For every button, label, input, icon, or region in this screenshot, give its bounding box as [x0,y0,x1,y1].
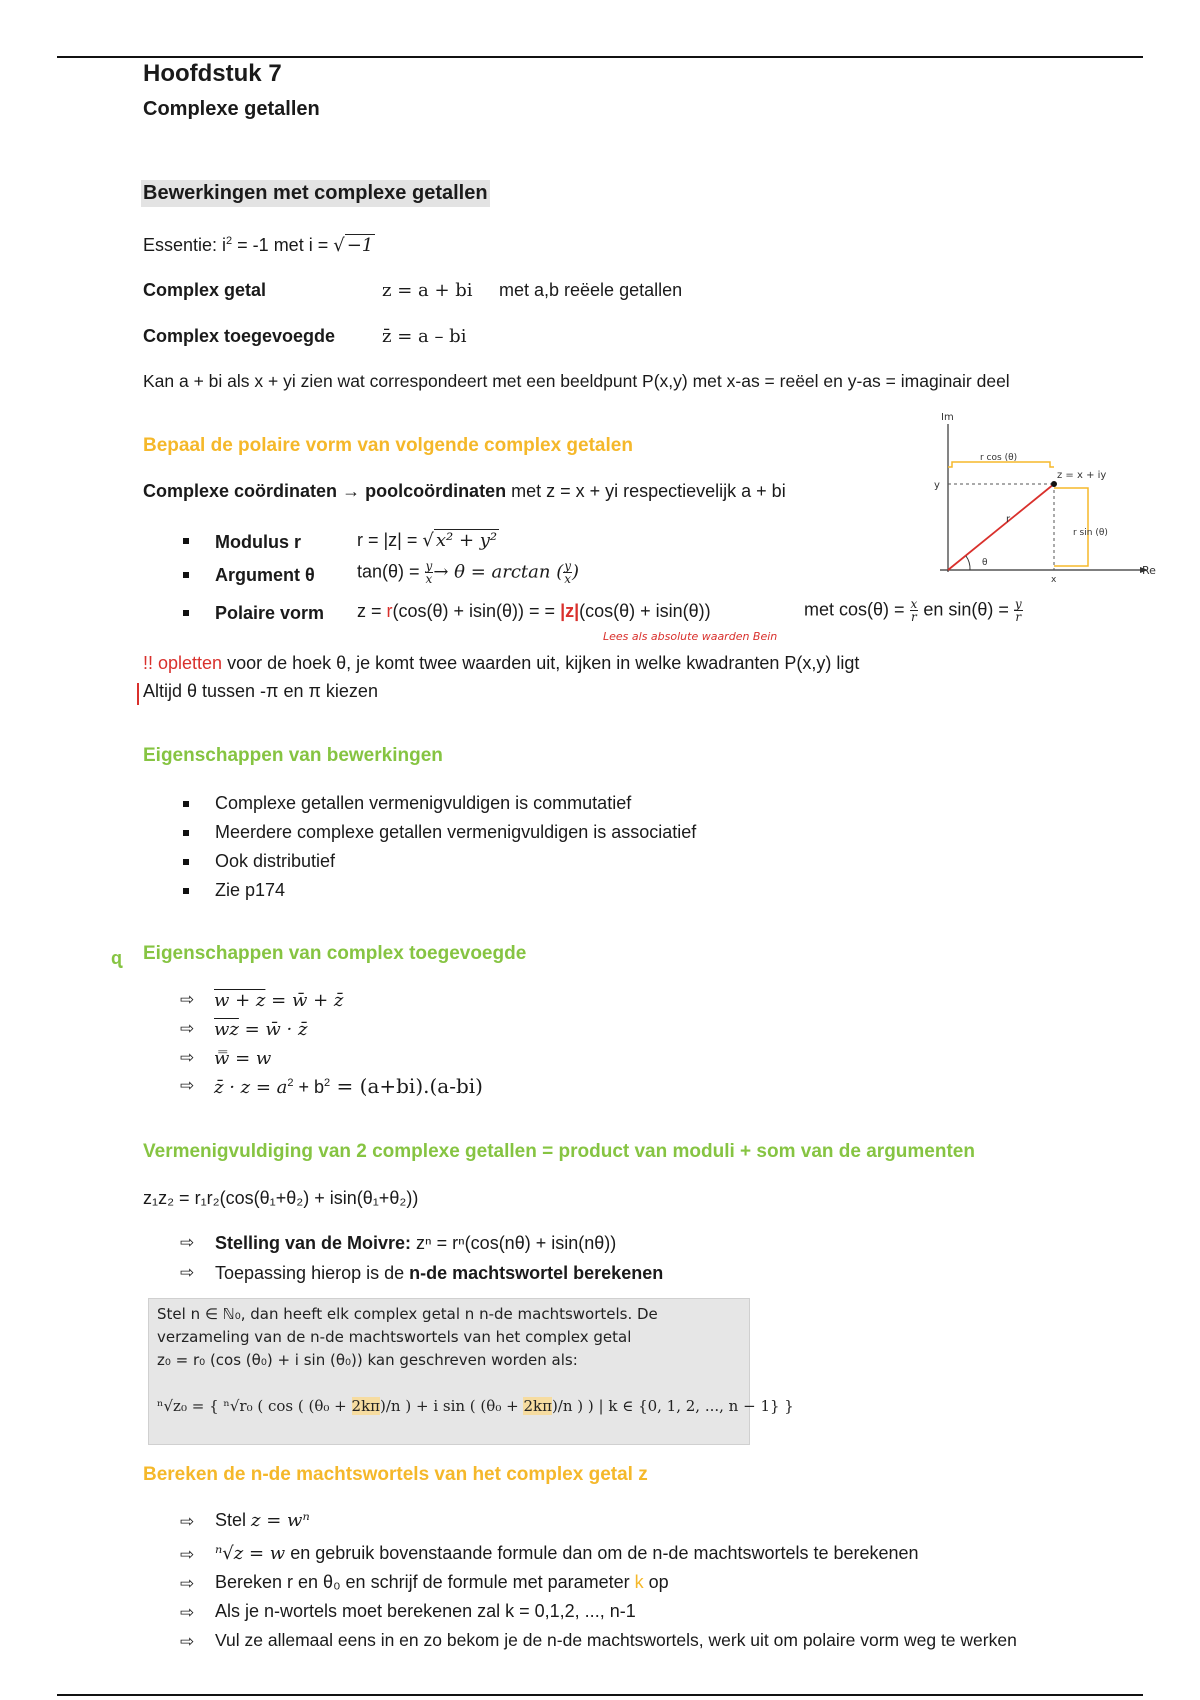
coords-arrow-icon: → [342,481,361,501]
chapter-subtitle: Complexe getallen [143,98,320,120]
arrow-bullet-icon: ⇨ [180,1019,195,1038]
item4-mid: + b [293,1077,325,1097]
argument-close: ) [572,561,580,583]
theorem-box [148,1298,794,1445]
beeldpunt-text: Kan a + bi als x + yi zien wat correspondeert met een beeldpunt P(x,y) met x-as = reëel en y-as = imaginair deel [143,371,1010,391]
bottom-rule [57,1694,1143,1696]
bullet-icon [183,538,189,544]
y-label: y [934,480,940,491]
altijd-line: Altijd θ tussen -π en π kiezen [143,681,378,701]
essentie-prefix: Essentie: i [143,235,227,255]
modulus-prefix: r = |z| = [357,530,423,550]
theorem-formula [157,1397,794,1415]
modulus-formula: r = |z| = √ x² + y² [357,530,498,551]
bullet-icon [183,859,189,865]
argument-x2: x [564,572,571,586]
rsin-bracket [1054,488,1088,566]
item4-prefix: z̄ · z = a [214,1077,288,1098]
polar-heading: Bepaal de polaire vorm van volgende complex getalen [143,435,633,456]
machtswortels-item-1 [215,1510,310,1531]
item2-lhs: $\overline{wz}$ [214,1019,239,1040]
moivre-formula: zⁿ = rⁿ(cos(nθ) + isin(nθ)) [411,1233,617,1253]
arrow-bullet-icon: ⇨ [180,1048,195,1067]
im-label: Im [941,412,954,423]
machtswortels-item-2 [215,1543,919,1564]
toepassing-prefix: Toepassing hierop is de [215,1263,410,1283]
list-item: Meerdere complexe getallen vermenigvuldigen is associatief [215,822,697,842]
polaire-en-text: en sin(θ) = [918,599,1014,620]
argument-x: x [425,572,433,586]
x-label: x [1051,575,1057,585]
item1-lhs: w + z [214,990,266,1011]
formula-c: )/n ) ) | k ∈ {0, 1, 2, ..., n − 1} } [551,1397,794,1415]
arrow-bullet-icon: ⇨ [180,1545,195,1564]
essentie-middle: = -1 met i = [232,235,334,255]
item2-math: ⁿ√z = w [215,1543,286,1564]
bullet-icon [183,801,189,807]
vermenigvuldiging-heading: Vermenigvuldiging van 2 complexe getallen = product van moduli + som van de argumenten [143,1141,975,1162]
argument-arrow: → θ = arctan ( [433,561,564,583]
bullet-icon [183,830,189,836]
cos-x: x [910,597,918,611]
complex-getal-formula: z = a + bi [382,280,473,301]
arrow-bullet-icon: ⇨ [180,1233,195,1252]
item2-rhs: = w̄ · z̄ [238,1019,308,1040]
toegevoegde-formula: z̄ = a – bi [382,326,467,347]
theorem-line-3: z₀ = r₀ (cos (θ₀) + i sin (θ₀)) kan geschreven worden als: [157,1351,578,1369]
polaire-r: r [386,601,393,621]
polaire-a: z = [357,601,387,621]
machtswortels-item-3 [215,1572,669,1593]
toegevoegde-item-1 [214,990,343,1011]
section-heading-bewerkingen: Bewerkingen met complexe getallen [141,180,490,207]
re-label: Re [1142,564,1156,577]
red-margin-mark [137,683,139,705]
argument-y: y [425,559,433,573]
argument-prefix: tan(θ) = [357,561,425,582]
eigenschappen-heading: Eigenschappen van bewerkingen [143,745,443,766]
moivre-label: Stelling van de Moivre: [215,1233,412,1253]
arrow-bullet-icon: ⇨ [180,1263,195,1282]
coords-bold1: Complexe coördinaten [143,481,338,501]
warning-rest: voor de hoek θ, je komt twee waarden uit, kijken in welke kwadranten P(x,y) ligt [222,653,860,673]
moivre-line [215,1233,616,1254]
polaire-c: (cos(θ) + isin(θ)) [579,601,711,621]
polaire-z: |z| [560,601,580,621]
polaire-b: (cos(θ) + isin(θ)) = = [392,601,561,621]
warning-line [143,653,859,674]
item3-k: k [634,1572,644,1592]
coords-rest: met z = x + yi respectievelijk a + bi [506,481,786,501]
argument-formula [357,560,579,585]
product-formula: z₁z₂ = r₁r₂(cos(θ₁+θ₂) + isin(θ₁+θ₂)) [143,1188,419,1208]
warning-red: !! opletten [143,653,223,673]
polaire-label: Polaire vorm [215,603,325,623]
rcos-label: r cos (θ) [980,453,1018,463]
bullet-icon [183,572,189,578]
argument-y2: y [564,559,571,573]
polaire-met-text: met cos(θ) = [804,599,910,620]
modulus-sqrt: x² + y² [435,530,498,551]
essentie-sup: 2 [226,235,233,247]
complex-getal-note: met a,b reëele getallen [499,280,683,300]
machtswortels-item-4: Als je n-wortels moet berekenen zal k = 0,1,2, ..., n-1 [215,1601,636,1621]
theorem-line-2: verzameling van de n-de machtswortels van het complex getal [157,1328,632,1346]
theta-label: θ [982,558,988,568]
arrow-bullet-icon: ⇨ [180,1076,195,1095]
item4-sup2: 2 [324,1077,331,1089]
toegevoegde-item-3: w̿ = w [214,1048,272,1069]
arrow-bullet-icon: ⇨ [180,990,195,1009]
formula-a: ⁿ√z₀ = { ⁿ√r₀ ( cos ( (θ₀ + [157,1397,352,1415]
cos-r: r [911,610,917,624]
complex-plane-diagram [930,410,1160,585]
formula-hl2: 2kπ [523,1397,552,1415]
complex-getal-label: Complex getal [143,280,267,300]
sin-y: y [1014,597,1022,611]
item4-sup1: 2 [287,1077,294,1089]
top-rule [57,56,1143,58]
item1-rhs: = w̄ + z̄ [265,990,344,1011]
bullet-icon [183,610,189,616]
list-item: Zie p174 [215,880,286,900]
rsin-label: r sin (θ) [1073,528,1108,538]
arrow-bullet-icon: ⇨ [180,1512,195,1531]
toegevoegde-item-4 [214,1074,483,1098]
essentie-sqrt: −1 [346,235,374,256]
argument-label: Argument θ [215,565,315,585]
essentie-line: Essentie: $i^2 = -1$ met i = √ −1 [143,235,374,256]
item4-handwritten: = (a+bi).(a-bi) [330,1074,483,1098]
formula-b: )/n ) + i sin ( (θ₀ + [380,1397,524,1415]
toepassing-bold: n-de machtswortel berekenen [409,1263,664,1283]
r-label: r [1006,514,1011,525]
formula-hl1: 2kπ [351,1397,381,1415]
arrow-bullet-icon: ⇨ [180,1632,195,1651]
z-point [1051,481,1057,487]
sin-r: r [1015,610,1022,624]
arrow-bullet-icon: ⇨ [180,1574,195,1593]
arrow-bullet-icon: ⇨ [180,1603,195,1622]
r-vector [948,484,1054,570]
chapter-title: Hoofdstuk 7 [143,60,282,87]
item3-b: op [643,1572,669,1592]
handwritten-note: Lees als absolute waarden Bein [603,630,778,643]
bullet-icon [183,888,189,894]
theta-arc [966,556,970,570]
green-margin-mark-icon: ɋ [111,948,122,968]
polaire-met [804,598,1023,623]
item2-rest: en gebruik bovenstaande formule dan om de n-de machtswortels te berekenen [285,1543,919,1563]
z-label: z = x + iy [1057,470,1107,481]
list-item: Complexe getallen vermenigvuldigen is commutatief [215,793,632,813]
toegevoegde-eig-heading: Eigenschappen van complex toegevoegde [143,943,527,964]
toegevoegde-label: Complex toegevoegde [143,326,336,346]
polaire-formula [357,601,711,622]
machtswortels-item-5: Vul ze allemaal eens in en zo bekom je de n-de machtswortels, werk uit om polaire vorm weg te werken [215,1630,1017,1650]
coords-bold2: poolcoördinaten [365,481,507,501]
coords-line [143,481,786,502]
item1-math: z = wⁿ [251,1510,310,1531]
toegevoegde-item-2 [214,1019,307,1040]
machtswortels-heading: Bereken de n-de machtswortels van het complex getal z [143,1464,648,1485]
theorem-line-1: Stel n ∈ ℕ₀, dan heeft elk complex getal n n-de machtswortels. De [157,1305,658,1323]
toepassing-line [215,1263,663,1284]
modulus-label: Modulus r [215,532,301,552]
item3-a: Bereken r en θ₀ en schrijf de formule met parameter [215,1572,635,1592]
list-item: Ook distributief [215,851,336,871]
item1-a: Stel [215,1510,252,1530]
